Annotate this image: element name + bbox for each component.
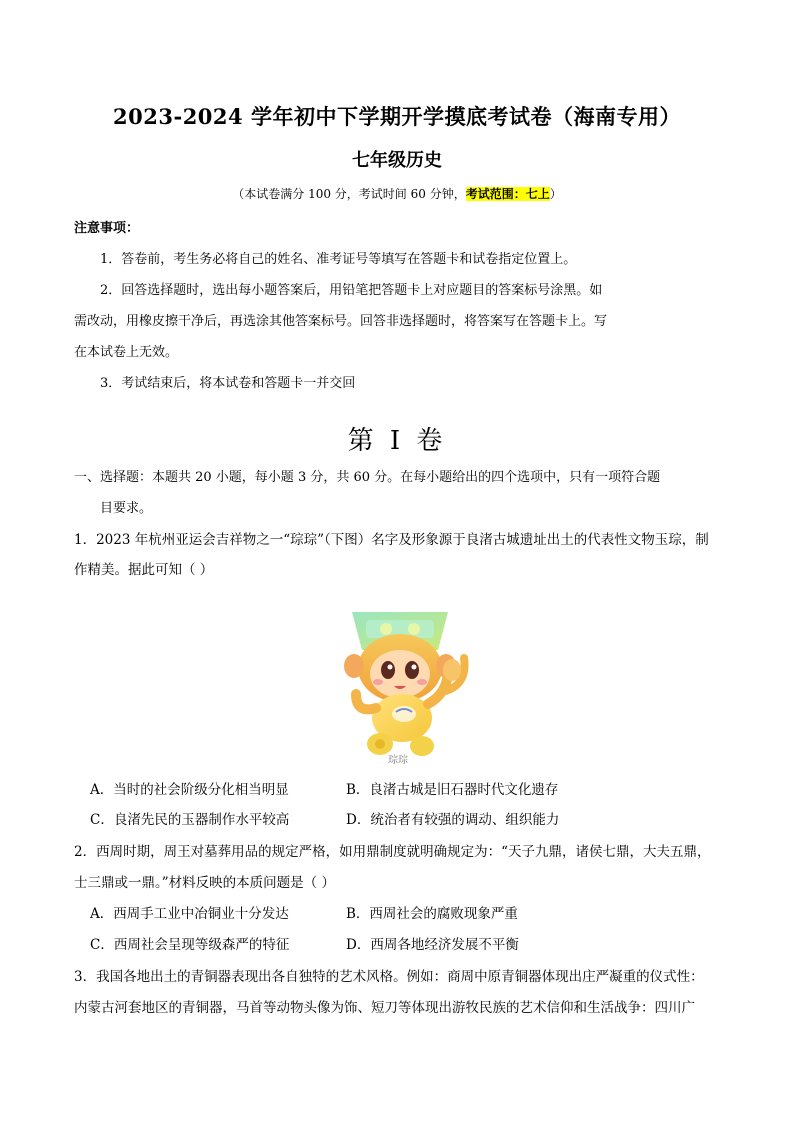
question-2-option-b: B．西周社会的腐败现象严重 [346, 906, 518, 922]
notice-item-2-line-1: 2．回答选择题时，选出每小题答案后，用铅笔把答题卡上对应题目的答案标号涂黑。如 [100, 283, 603, 298]
question-1-option-a: A．当时的社会阶级分化相当明显 [90, 782, 289, 798]
question-2-line-2: 士三鼎或一鼎。”材料反映的本质问题是（ ） [74, 875, 335, 891]
question-1-option-b: B．良渚古城是旧石器时代文化遗存 [346, 782, 559, 798]
question-2-line-1: 2．西周时期，周王对墓葬用品的规定严格，如用鼎制度就明确规定为：“天子九鼎，诸侯七鼎，大夫五鼎， [74, 844, 711, 860]
question-1-line-1: 1．2023 年杭州亚运会吉祥物之一“琮琮”（下图）名字及形象源于良渚古城遗址出土的代表性文物玉琮，制 [74, 532, 709, 548]
question-2-option-a: A．西周手工业中冶铜业十分发达 [90, 906, 289, 922]
exam-subtitle: 七年级历史 [352, 150, 442, 171]
question-2-option-c: C．西周社会呈现等级森严的特征 [90, 937, 290, 953]
notice-heading: 注意事项： [74, 221, 140, 236]
exam-title: 2023-2024 学年初中下学期开学摸底考试卷（海南专用） [113, 104, 681, 129]
meta-prefix: （本试卷满分 100 分，考试时间 60 分钟， [232, 187, 466, 201]
mascot-illustration [330, 600, 470, 760]
question-3-line-2: 内蒙古河套地区的青铜器，马首等动物头像为饰、短刀等体现出游牧民族的艺术信仰和生活战争：四川广 [74, 1000, 695, 1016]
exam-scope-highlight: 考试范围：七上 [465, 187, 550, 201]
notice-item-2-line-2: 需改动，用橡皮擦干净后，再选涂其他答案标号。回答非选择题时，将答案写在答题卡上。写 [74, 314, 608, 329]
question-1-option-d: D．统治者有较强的调动、组织能力 [346, 812, 560, 828]
section-instruction-line-1: 一、选择题：本题共 20 小题，每小题 3 分，共 60 分。在每小题给出的四个选项中，只有一项符合题 [74, 470, 661, 485]
notice-item-1: 1．答卷前，考生务必将自己的姓名、准考证号等填写在答题卡和试卷指定位置上。 [100, 252, 577, 267]
notice-item-3: 3．考试结束后，将本试卷和答题卡一并交回 [100, 376, 356, 391]
meta-suffix: ） [549, 187, 562, 201]
mascot-image [330, 600, 470, 760]
question-2-option-d: D．西周各地经济发展不平衡 [346, 937, 519, 953]
mascot-caption: 琮琮 [388, 755, 408, 766]
section-instruction-line-2: 目要求。 [100, 501, 153, 516]
question-3-line-1: 3．我国各地出土的青铜器表现出各自独特的艺术风格。例如：商周中原青铜器体现出庄严凝重的仪式性： [74, 969, 704, 985]
section-title: 第 I 卷 [347, 426, 447, 456]
notice-item-2-line-3: 在本试卷上无效。 [74, 345, 179, 360]
question-1-option-c: C．良渚先民的玉器制作水平较高 [90, 812, 290, 828]
exam-meta [0, 185, 794, 202]
question-1-line-2: 作精美。据此可知（ ） [74, 562, 214, 578]
